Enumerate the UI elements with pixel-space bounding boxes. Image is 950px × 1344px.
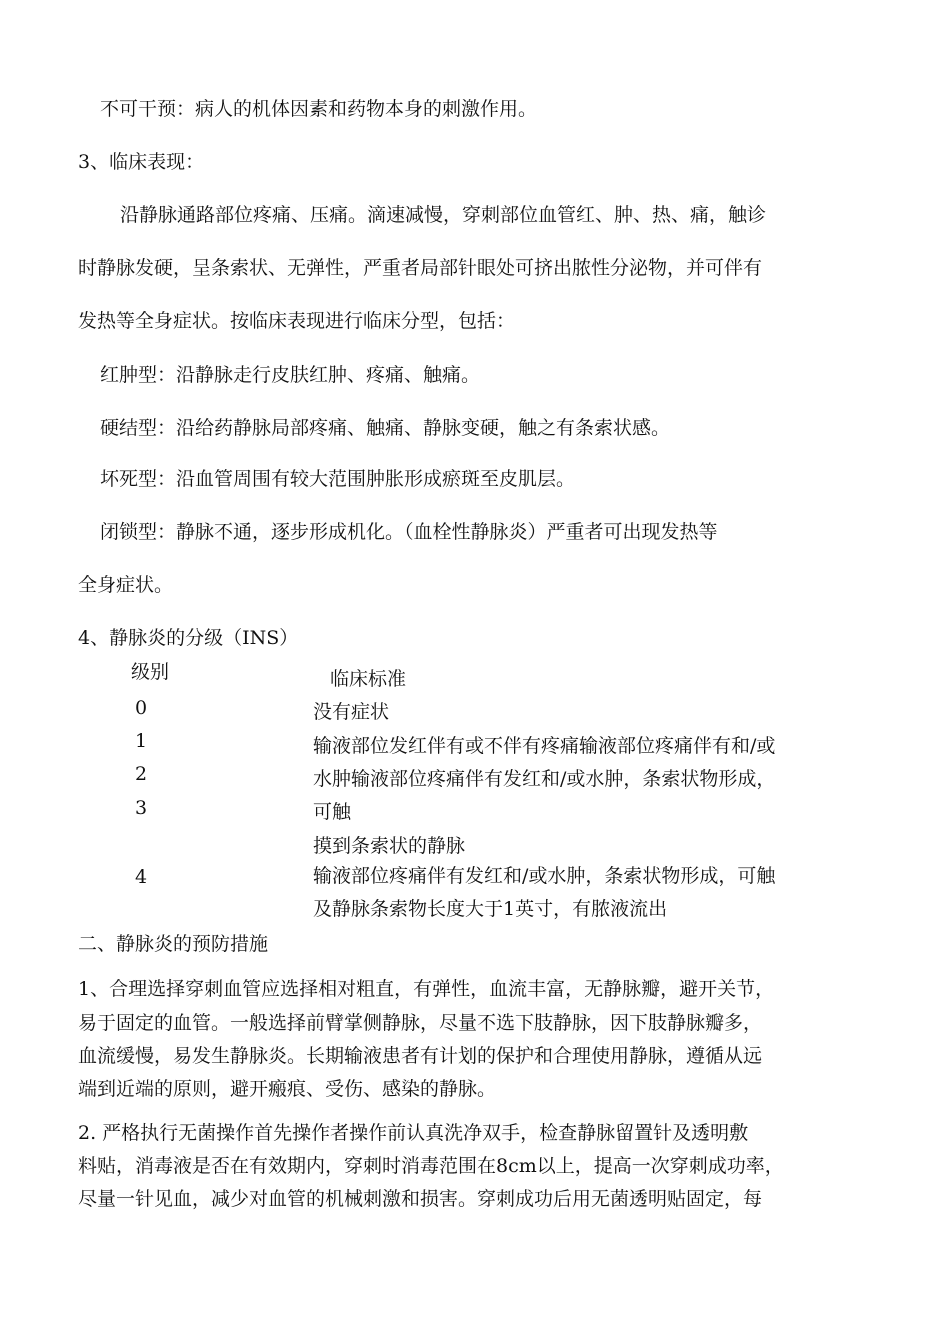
criteria-line: 及静脉条索物长度大于1英寸，有脓液流出 (313, 898, 668, 920)
grade-2: 2 (135, 763, 148, 785)
measure-1-line-4: 端到近端的原则，避开瘢痕、受伤、感染的静脉。 (78, 1078, 497, 1100)
measure-1-line-1: 1、合理选择穿刺血管应选择相对粗直，有弹性，血流丰富，无静脉瓣，避开关节， (78, 978, 775, 1000)
paragraph-symptoms-line-1: 沿静脉通路部位疼痛、压痛。滴速减慢，穿刺部位血管红、肿、热、痛，触诊 (120, 204, 767, 226)
grade-4: 4 (135, 866, 148, 888)
column-header-grade: 级别 (131, 661, 170, 683)
type-induration: 硬结型：沿给药静脉局部疼痛、触痛、静脉变硬，触之有条索状感。 (100, 417, 671, 439)
criteria-line: 可触 (313, 801, 352, 823)
criteria-line: 摸到条索状的静脉 (313, 835, 466, 857)
measure-2-line-1: 2. 严格执行无菌操作首先操作者操作前认真洗净双手，检查静脉留置针及透明敷 (78, 1122, 749, 1144)
heading-prevention-measures: 二、静脉炎的预防措施 (78, 933, 269, 955)
criteria-line: 输液部位发红伴有或不伴有疼痛输液部位疼痛伴有和/或 (313, 735, 776, 757)
heading-clinical-manifestations: 3、临床表现： (78, 151, 205, 173)
type-occlusion-line-1: 闭锁型：静脉不通，逐步形成机化。（血栓性静脉炎）严重者可出现发热等 (100, 521, 718, 543)
paragraph-symptoms-line-2: 时静脉发硬，呈条索状、无弹性，严重者局部针眼处可挤出脓性分泌物，并可伴有 (78, 257, 763, 279)
criteria-line: 水肿输液部位疼痛伴有发红和/或水肿，条索状物形成， (313, 768, 776, 790)
grade-0: 0 (135, 697, 148, 719)
type-red-swelling: 红肿型：沿静脉走行皮肤红肿、疼痛、触痛。 (100, 364, 481, 386)
grade-3: 3 (135, 797, 148, 819)
column-header-criteria: 临床标准 (330, 668, 407, 690)
paragraph-symptoms-line-3: 发热等全身症状。按临床表现进行临床分型，包括： (78, 310, 516, 332)
measure-2-line-3: 尽量一针见血，减少对血管的机械刺激和损害。穿刺成功后用无菌透明贴固定，每 (78, 1188, 763, 1210)
measure-1-line-2: 易于固定的血管。一般选择前臂掌侧静脉，尽量不选下肢静脉，因下肢静脉瓣多， (78, 1012, 763, 1034)
heading-phlebitis-grading: 4、静脉炎的分级（INS） (78, 627, 299, 649)
type-necrosis: 坏死型：沿血管周围有较大范围肿胀形成瘀斑至皮肌层。 (100, 468, 576, 490)
measure-2-line-2: 料贴，消毒液是否在有效期内，穿刺时消毒范围在8cm以上，提高一次穿刺成功率， (78, 1155, 784, 1177)
measure-1-line-3: 血流缓慢，易发生静脉炎。长期输液患者有计划的保护和合理使用静脉，遵循从远 (78, 1045, 763, 1067)
criteria-line: 没有症状 (313, 701, 390, 723)
type-occlusion-line-2: 全身症状。 (78, 574, 174, 596)
criteria-line: 输液部位疼痛伴有发红和/或水肿，条索状物形成，可触 (313, 865, 776, 887)
paragraph-uncontrollable: 不可干预：病人的机体因素和药物本身的刺激作用。 (100, 98, 538, 120)
grade-1: 1 (135, 730, 148, 752)
